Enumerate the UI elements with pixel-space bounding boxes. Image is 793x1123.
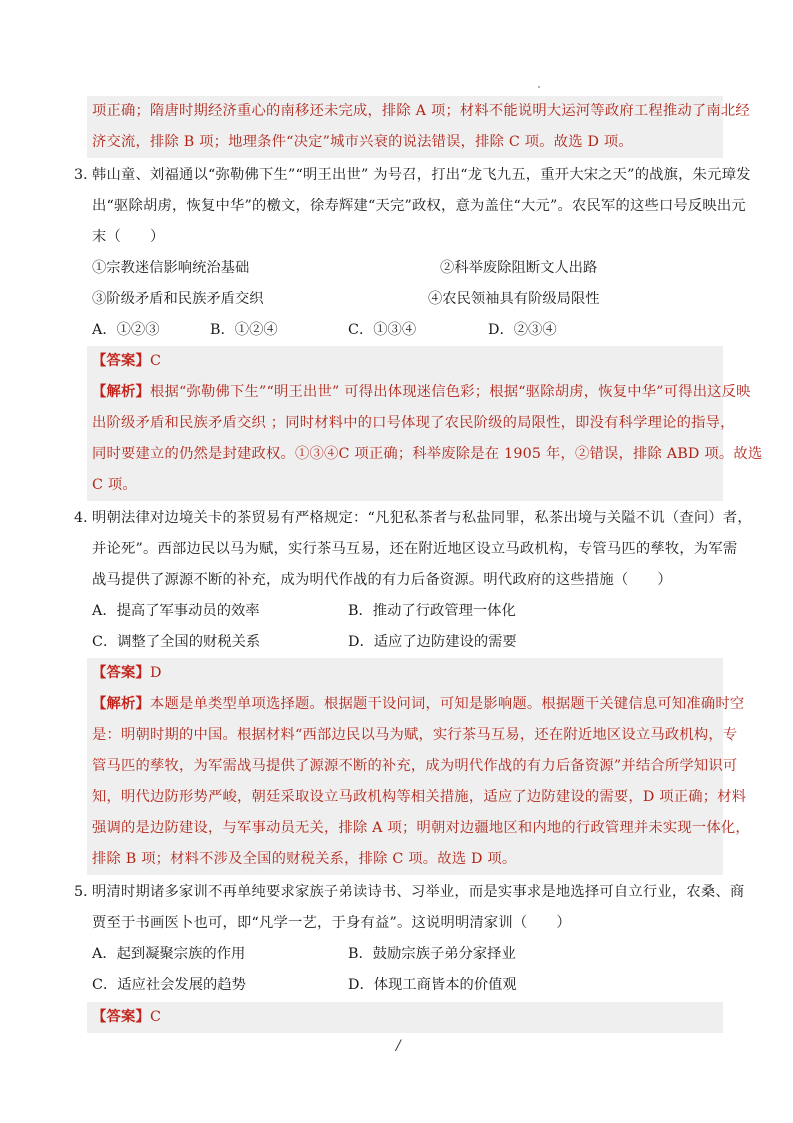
- question-5-option-b: B．鼓励宗族子弟分家择业: [348, 946, 516, 962]
- scan-dot: [538, 86, 540, 88]
- question-4-analysis-line-5: 强调的是边防建设，与军事动员无关，排除 A 项；明朝对边疆地区和内地的行政管理并未实现一体化，: [92, 820, 750, 836]
- question-3-option-a: A．①②③: [92, 322, 160, 338]
- prev-analysis-line-1: 项正确；隋唐时期经济重心的南移还未完成，排除 A 项；材料不能说明大运河等政府工程推动了南北经: [92, 103, 750, 119]
- question-4-stem-line-3: 战马提供了源源不断的补充，成为明代作战的有力后备资源。明代政府的这些措施（ ）: [92, 572, 672, 588]
- question-4-option-d: D．适应了边防建设的需要: [348, 634, 517, 650]
- question-3-item-1: ①宗教迷信影响统治基础: [92, 260, 250, 276]
- question-5-option-d: D．体现工商皆本的价值观: [348, 977, 517, 993]
- question-3-answer: [92, 346, 161, 377]
- answer-label: 【答案】: [92, 1009, 150, 1025]
- question-4-analysis-line-6: 排除 B 项；材料不涉及全国的财税关系，排除 C 项。故选 D 项。: [92, 851, 517, 867]
- question-3-option-d: D．②③④: [488, 322, 557, 338]
- answer-value: C: [150, 353, 162, 369]
- question-4-stem-line-1: 明朝法律对边境关卡的茶贸易有严格规定：“凡犯私茶者与私盐同罪，私茶出境与关隘不讥（查问）者，: [92, 510, 752, 526]
- analysis-label: 【解析】: [92, 696, 150, 712]
- question-4-number: 4．: [74, 510, 98, 526]
- page-footer: /: [396, 1038, 401, 1054]
- question-3-stem-line-3: 末（ ）: [92, 229, 165, 245]
- answer-value: D: [150, 665, 162, 681]
- question-5-number: 5．: [74, 884, 98, 900]
- prev-analysis-line-2: 济交流，排除 B 项；地理条件“决定”城市兴衰的说法错误，排除 C 项。故选 D 项。: [92, 134, 633, 150]
- question-4-answer: [92, 658, 162, 689]
- question-4-analysis-line-2: 是：明朝时期的中国。根据材料“西部边民以马为赋，实行茶马互易，还在附近地区设立马政机构，专: [92, 727, 738, 743]
- question-3-item-4: ④农民领袖具有阶级局限性: [428, 291, 600, 307]
- question-3-analysis-line-2: 出阶级矛盾和民族矛盾交织 ；同时材料中的口号体现了农民阶级的局限性，即没有科学理论的指导，: [92, 415, 735, 431]
- question-3-number: 3．: [74, 167, 98, 183]
- answer-value: C: [150, 1009, 162, 1025]
- answer-label: 【答案】: [92, 665, 150, 681]
- question-5-answer: [92, 1002, 161, 1033]
- analysis-label: 【解析】: [92, 384, 150, 400]
- question-3-item-3: ③阶级矛盾和民族矛盾交织: [92, 291, 264, 307]
- question-4-analysis-line-3: 管马匹的孳牧，为军需战马提供了源源不断的补充，成为明代作战的有力后备资源”并结合所学知识可: [92, 758, 738, 774]
- question-4-analysis-line-4: 知，明代边防形势严峻，朝廷采取设立马政机构等相关措施，适应了边防建设的需要，D 项正确；材料: [92, 789, 747, 805]
- question-3-option-b: B．①②④: [210, 322, 278, 338]
- question-3-analysis-line-3: 同时要建立的仍然是封建政权。①③④C 项正确；科举废除是在 1905 年，②错误，排除 ABD 项。故选: [92, 446, 763, 462]
- question-4-option-c: C．调整了全国的财税关系: [92, 634, 261, 650]
- question-3-analysis-line-4: C 项。: [92, 477, 137, 493]
- question-5-option-a: A．起到凝聚宗族的作用: [92, 946, 246, 962]
- question-5-stem-line-1: 明清时期诸多家训不再单纯要求家族子弟读诗书、习举业，而是实事求是地选择可自立行业，农桑、商: [92, 884, 745, 900]
- question-4-analysis-line-1: 【解析】本题是单类型单项选择题。根据题干设问词，可知是影响题。根据题干关键信息可知准确时空: [92, 696, 745, 712]
- answer-block-shade: [87, 1002, 723, 1033]
- question-4-option-b: B．推动了行政管理一体化: [348, 603, 516, 619]
- question-5-stem-line-2: 贾至于书画医卜也可，即“凡学一艺，于身有益”。这说明明清家训（ ）: [92, 915, 571, 931]
- answer-label: 【答案】: [92, 353, 150, 369]
- question-4-option-a: A．提高了军事动员的效率: [92, 603, 260, 619]
- question-3-item-2: ②科举废除阻断文人出路: [440, 260, 598, 276]
- question-3-analysis-line-1: 【解析】根据“弥勒佛下生”“明王出世” 可得出体现迷信色彩；根据“驱除胡虏，恢复中华”可得出这反映: [92, 384, 751, 400]
- question-3-option-c: C．①③④: [348, 322, 417, 338]
- question-3-stem-line-1: 韩山童、刘福通以“弥勒佛下生”“明王出世” 为号召，打出“龙飞九五，重开大宋之天”的战旗，朱元璋发: [92, 167, 751, 183]
- question-3-stem-line-2: 出“驱除胡虏，恢复中华”的檄文，徐寿辉建“天完”政权，意为盖住“大元”。农民军的这些口号反映出元: [92, 198, 746, 214]
- question-5-option-c: C．适应社会发展的趋势: [92, 977, 246, 993]
- question-4-stem-line-2: 并论死”。西部边民以马为赋，实行茶马互易，还在附近地区设立马政机构，专管马匹的孳牧，为军需: [92, 541, 738, 557]
